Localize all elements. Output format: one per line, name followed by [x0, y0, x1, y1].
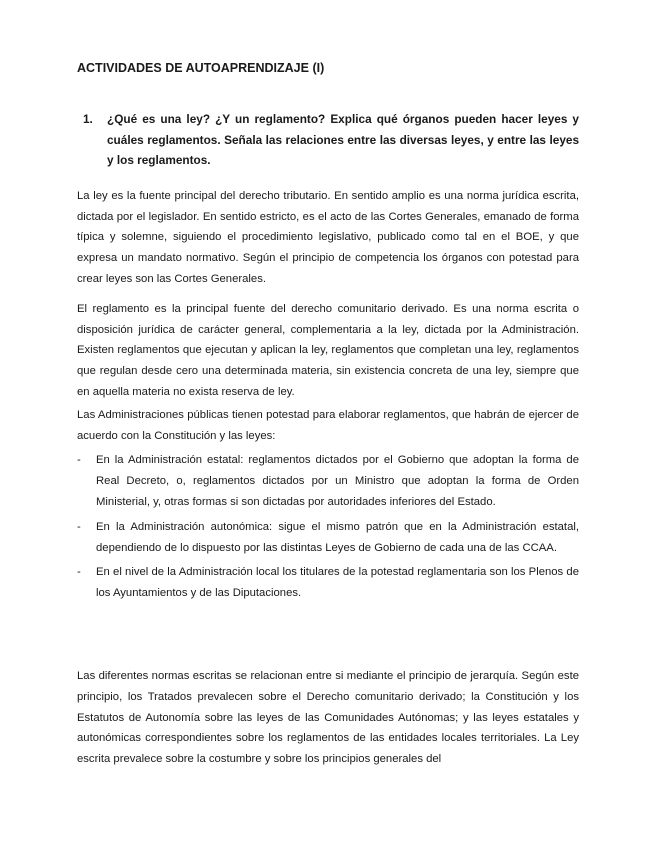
paragraph-jerarquia: Las diferentes normas escritas se relacionan entre si mediante el principio de jerarquía. Según este principio, los Tratados prevalecen sobre el Derecho comunitario derivado; la Constitución y los Estatutos de Autonomía sobre las leyes de las Comunidades Autónomas; y las leyes estatales y autonómicas correspondientes sobre los reglamentos de las entidades locales territoriales. La Ley escrita prevalece sobre la costumbre y sobre los principios generales del — [77, 669, 579, 766]
bullet-dash: - — [77, 520, 81, 533]
bullet-dash: - — [77, 566, 81, 579]
paragraph-ley: La ley es la fuente principal del derecho tributario. En sentido amplio es una norma jurídica escrita, dictada por el legislador. En sentido estricto, es el acto de las Cortes Generales, emanado de forma típica y solemne, siguiendo el procedimiento legislativo, publicado como tal en el BOE, y que expresa un mandato normativo. Según el principio de competencia los órganos con potestad para crear leyes son las Cortes Generales. — [77, 189, 579, 285]
bullet-text-local: En el nivel de la Administración local los titulares de la potestad reglamentaria son los Plenos de los Ayuntamientos y de las Diputaciones. — [96, 566, 579, 600]
list-item — [77, 517, 579, 559]
document-title: ACTIVIDADES DE AUTOAPRENDIZAJE (I) — [77, 61, 325, 75]
question-1 — [77, 109, 579, 171]
list-item — [77, 450, 579, 512]
paragraph-reglamento: El reglamento es la principal fuente del derecho comunitario derivado. Es una norma escrita o disposición jurídica de carácter general, complementaria a la ley, dictada por la Administración. Existen reglamentos que ejecutan y aplican la ley, reglamentos que completan una ley, reglamentos que regulan desde cero una determinada materia, sin existencia concreta de una ley, siempre que en aquella materia no exista reserva de ley. — [77, 302, 579, 398]
bullet-list — [77, 450, 579, 604]
question-number: 1. — [83, 112, 93, 126]
page-content — [77, 58, 579, 770]
list-item — [77, 562, 579, 604]
question-text: ¿Qué es una ley? ¿Y un reglamento? Explica qué órganos pueden hacer leyes y cuáles reglamentos. Señala las relaciones entre las diversas leyes, y entre las leyes y los reglamentos. — [107, 112, 579, 168]
paragraph-administraciones: Las Administraciones públicas tienen potestad para elaborar reglamentos, que habrán de ejercer de acuerdo con la Constitución y las leyes: — [77, 408, 579, 442]
bullet-dash: - — [77, 454, 81, 467]
bullet-text-estatal: En la Administración estatal: reglamentos dictados por el Gobierno que adoptan la forma de Real Decreto, o, reglamentos dictados por un Ministro que adoptan la forma de Orden Ministerial, y, otras formas si son dictadas por autoridades inferiores del Estado. — [96, 454, 579, 508]
bullet-text-autonomica: En la Administración autonómica: sigue el mismo patrón que en la Administración estatal, dependiendo de lo dispuesto por las distintas Leyes de Gobierno de cada una de las CCAA. — [96, 520, 579, 554]
